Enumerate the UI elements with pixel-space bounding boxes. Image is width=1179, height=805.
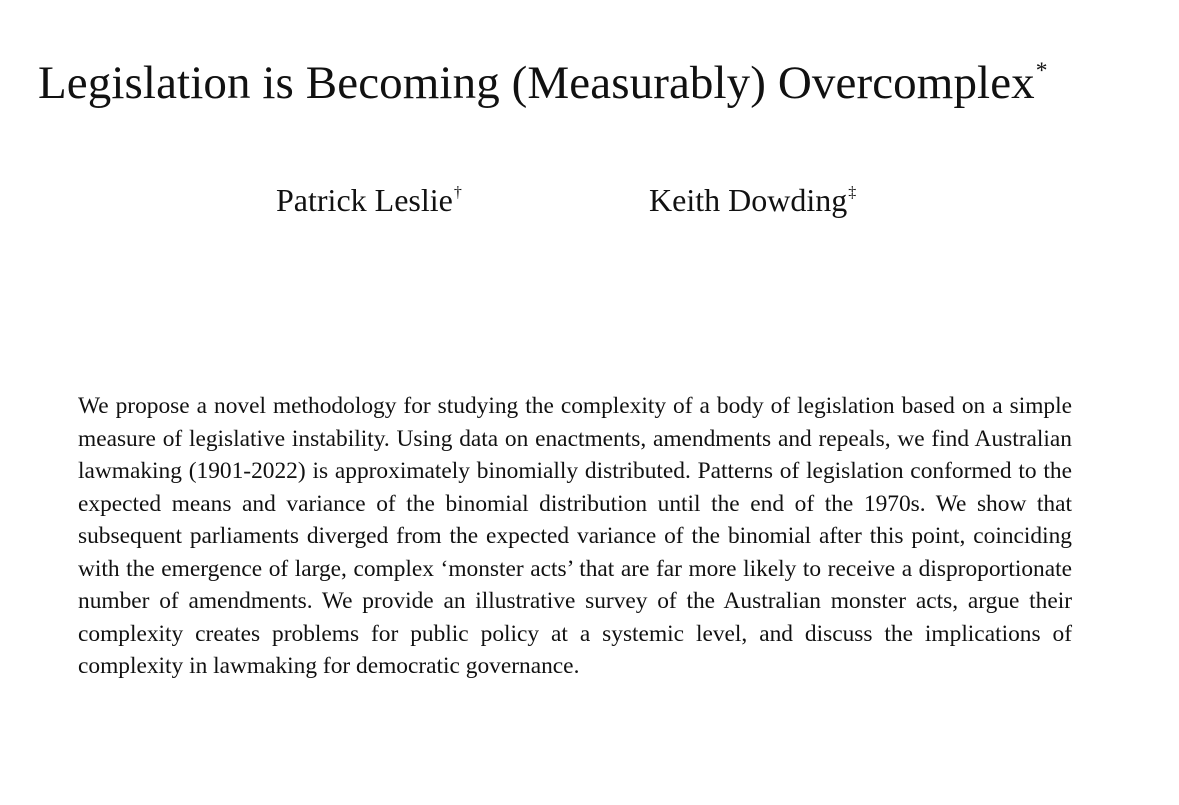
title-footnote-mark: * [1035, 58, 1048, 85]
author-name: Patrick Leslie [276, 182, 453, 218]
author-footnote-mark: † [453, 184, 462, 202]
author-keith-dowding [649, 183, 856, 218]
author-footnote-mark: ‡ [848, 184, 857, 202]
author-patrick-leslie [276, 183, 462, 218]
abstract: We propose a novel methodology for studying the complexity of a body of legislation based on a simple measure of legislative instability. Using data on enactments, amendments and repeals, we find Australian lawmaking (1901-2022) is approximately binomially distributed. Patterns of legislation conformed to the expected means and variance of the binomial distribution until the end of the 1970s. We show that subsequent parliaments diverged from the expected variance of the binomial after this point, coinciding with the emergence of large, complex ‘monster acts’ that are far more likely to receive a disproportionate number of amendments. We provide an illustrative survey of the Australian monster acts, argue their complexity creates problems for public policy at a systemic level, and discuss the implications of complexity in lawmaking for democratic governance. [78, 393, 1072, 679]
paper-title-text: Legislation is Becoming (Measurably) Overcomplex [38, 57, 1035, 109]
author-name: Keith Dowding [649, 182, 848, 218]
paper-title [38, 58, 1048, 110]
